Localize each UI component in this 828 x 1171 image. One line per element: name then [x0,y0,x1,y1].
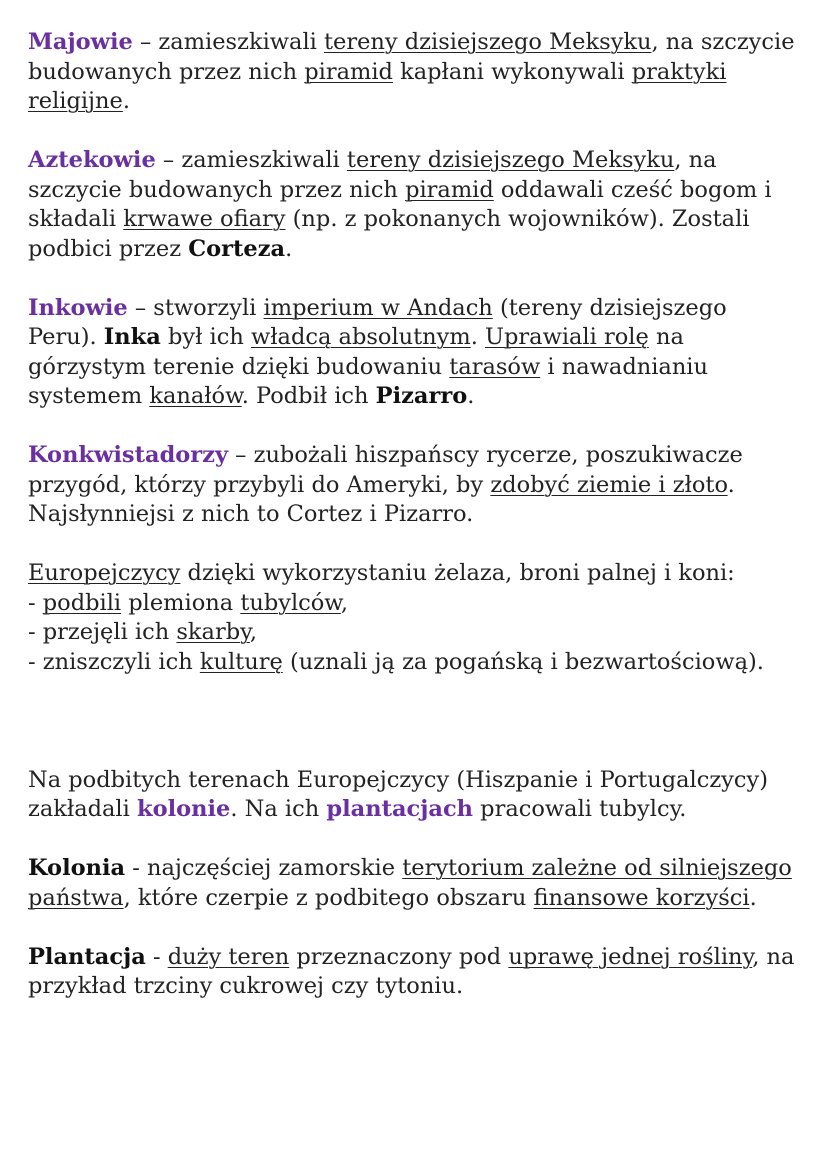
paragraph-majowie [28,28,800,117]
underlined-text: władcą absolutnym [251,324,471,350]
text: . [470,324,486,350]
term-konkwistadorzy: Konkwistadorzy [28,442,229,468]
text: - najczęściej zamorskie [125,855,403,881]
text: , [249,619,257,645]
text: przeznaczony pod [289,943,509,970]
text: . Podbił ich [241,383,376,409]
underlined-text: uprawę jednej rośliny [508,943,753,970]
text: dzięki wykorzystaniu żelaza, broni palnej i koni: [180,560,735,586]
bold-text: Pizarro [375,383,468,409]
text: oddawali cześć bogom i składali [28,176,772,232]
paragraph-kolonia [28,854,800,913]
text: plemiona [121,589,241,616]
europejczycy-intro [28,559,800,589]
underlined-text: imperium w Andach [263,294,493,321]
text: – zamieszkiwali [155,147,347,173]
list-item [28,589,800,619]
term-inkowie: Inkowie [28,294,128,321]
text: . Najsłynniejsi z nich to Cortez i Pizarro. [28,471,735,527]
underlined-text: tereny dzisiejszego Meksyku [324,29,652,55]
underlined-text: Europejczycy [28,560,181,586]
text: Na podbitych terenach Europejczycy (Hiszpanie i Portugalczycy) zakładali [28,766,768,822]
text: , na szczycie budowanych przez nich [28,147,717,203]
underlined-text: skarby [176,619,250,645]
bold-text: Inka [103,324,161,350]
underlined-text: kulturę [199,648,283,675]
definition-term-kolonia: Kolonia [28,855,126,881]
paragraph-inkowie [28,294,800,412]
text: , na szczycie budowanych przez nich [28,29,795,85]
text: – zamieszkiwali [132,29,324,55]
text: – zubożali hiszpańscy rycerze, poszukiwacze przygód, którzy przybyli do Ameryki, by [28,442,743,498]
text: - [28,589,43,616]
underlined-text: piramid [304,58,393,85]
term-kolonie: kolonie [136,796,231,822]
term-plantacjach: plantacjach [326,796,474,822]
underlined-text: duży teren [167,943,290,970]
text: - [145,943,168,970]
spacer [28,707,800,766]
text: - zniszczyli ich [28,648,200,675]
definition-term-plantacja: Plantacja [28,943,146,970]
list-item [28,618,800,648]
text: . [749,884,757,911]
paragraph-konkwistadorzy [28,441,800,530]
text: (np. z pokonanych wojowników). Zostali podbici przez [28,206,750,262]
underlined-text: praktyki religijne [28,58,727,114]
paragraph-plantacja [28,943,800,1002]
text: (tereny dzisiejszego Peru). [28,294,727,350]
text: był ich [160,324,251,350]
notes-page [28,28,800,1031]
list-item [28,648,800,678]
text: – stworzyli [127,294,264,321]
paragraph-aztekowie [28,146,800,264]
term-majowie: Majowie [28,29,133,55]
underlined-text: piramid [405,176,494,203]
text: i nawadnianiu systemem [28,353,708,409]
underlined-text: podbili [42,589,122,616]
text: . [122,88,131,114]
text: , które czerpie z podbitego obszaru [123,884,534,911]
underlined-text: tarasów [449,353,541,380]
underlined-text: kanałów [149,383,242,409]
paragraph-europejczycy [28,559,800,677]
underlined-text: krwawe ofiary [123,206,286,232]
text: . [467,383,475,409]
text: kapłani wykonywali [392,58,632,85]
text: . Na ich [230,796,327,822]
underlined-text: finansowe korzyści [533,884,750,911]
bold-text: Corteza [188,235,286,262]
underlined-text: terytorium zależne od silniejszego państwa [28,855,792,911]
text: . [285,235,293,262]
text: , [340,589,349,616]
text: , na przykład trzciny cukrowej czy tytoniu. [28,943,795,999]
text: pracowali tubylcy. [473,796,687,822]
text: na górzystym terenie dzięki budowaniu [28,324,684,380]
paragraph-kolonie-intro [28,766,800,825]
underlined-text: tubylców [240,589,341,616]
text: (uznali ją za pogańską i bezwartościową). [282,648,764,675]
text: - przejęli ich [28,619,177,645]
underlined-text: zdobyć ziemie i złoto [490,471,728,498]
term-aztekowie: Aztekowie [28,147,156,173]
underlined-text: tereny dzisiejszego Meksyku [346,147,675,173]
underlined-text: Uprawiali rolę [485,324,649,350]
